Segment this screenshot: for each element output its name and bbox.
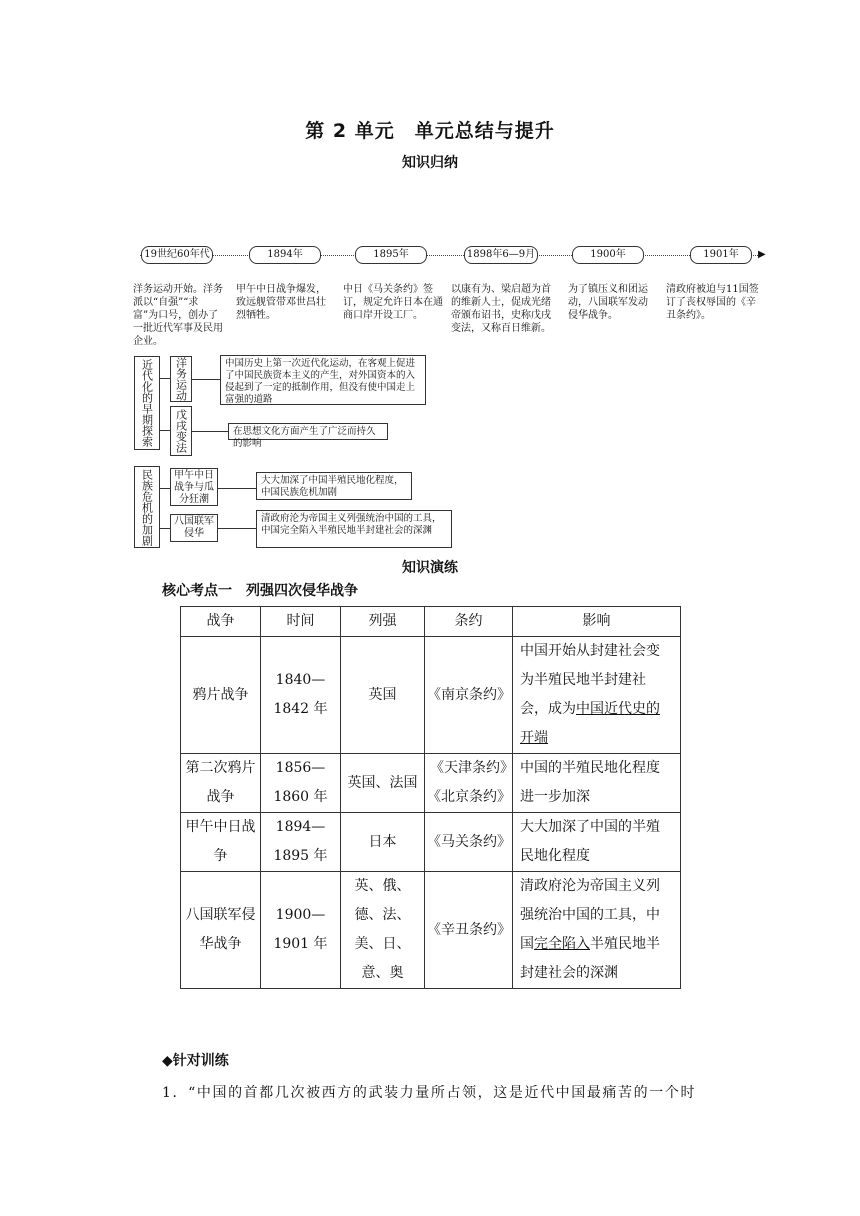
treaty-cell: 《辛丑条约》 [425, 872, 513, 989]
mindmap-branch-label: 八国联军侵华 [170, 514, 218, 542]
timeline-desc: 为了镇压义和团运动，八国联军发动侵华战争。 [568, 284, 648, 321]
table-header-cell: 条约 [425, 607, 513, 637]
treaty-cell: 《马关条约》 [425, 813, 513, 872]
connector [160, 430, 170, 431]
timeline-desc: 甲午中日战争爆发，致远舰管带邓世昌壮烈牺牲。 [236, 284, 326, 321]
time-cell: 1894—1895 年 [261, 813, 341, 872]
connector [192, 379, 220, 380]
table-header-cell: 影响 [513, 607, 681, 637]
connector [160, 528, 170, 529]
timeline-arrow-icon: ▶ [758, 249, 766, 260]
connector [160, 378, 170, 379]
timeline-desc: 以康有为、梁启超为首的维新人士，促成光绪帝颁布诏书，史称戊戌变法，又称百日维新。 [451, 284, 551, 334]
powers-cell: 日本 [341, 813, 425, 872]
war-cell: 第二次鸦片战争 [181, 754, 261, 813]
timeline-axis [140, 255, 760, 256]
section-heading-summary: 知识归纳 [402, 155, 458, 171]
core-topic-heading: 核心考点一 列强四次侵华战争 [162, 583, 358, 599]
powers-cell: 英、俄、德、法、美、日、意、奥 [341, 872, 425, 989]
powers-cell: 英国、法国 [341, 754, 425, 813]
time-cell: 1856—1860 年 [261, 754, 341, 813]
section-heading-practice: 知识演练 [402, 560, 458, 576]
timeline-year: 1898年6—9月 [464, 246, 538, 264]
impact-text: 清政府沦为帝国主义列强统治中国的工具，中国 [520, 878, 660, 952]
mindmap-branch-label: 戊戌变法 [170, 406, 192, 456]
time-cell: 1900—1901 年 [261, 872, 341, 989]
training-heading: ◆针对训练 [162, 1053, 229, 1069]
impact-cell: 中国的半殖民地化程度进一步加深 [513, 754, 681, 813]
table-row [181, 637, 681, 754]
powers-cell: 英国 [341, 637, 425, 754]
table-row [181, 813, 681, 872]
connector [218, 488, 256, 489]
timeline-desc: 清政府被迫与11国签订了丧权辱国的《辛丑条约》。 [666, 284, 759, 321]
mindmap-branch-label: 洋务运动 [170, 356, 192, 402]
impact-cell [513, 872, 681, 989]
mindmap-branch-label: 甲午中日战争与瓜分狂潮 [170, 468, 218, 506]
treaty-cell: 《天津条约》《北京条约》 [425, 754, 513, 813]
timeline-year: 1900年 [572, 246, 644, 264]
impact-cell [513, 637, 681, 754]
mindmap-branch-text: 中国历史上第一次近代化运动，在客观上促进了中国民族资本主义的产生，对外国资本的入侵起到了一定的抵制作用，但没有使中国走上富强的道路 [220, 355, 426, 405]
mindmap-branch-text: 在思想文化方面产生了广泛而持久的影响 [228, 423, 388, 440]
wars-table [180, 606, 681, 989]
timeline-year: 19世纪60年代 [141, 246, 213, 264]
time-cell: 1840—1842 年 [261, 637, 341, 754]
impact-text: 半殖民地半封建社会的深渊 [520, 936, 660, 981]
timeline-desc: 洋务运动开始。洋务派以“自强”“求富”为口号，创办了一批近代军事及民用企业。 [133, 284, 223, 347]
impact-underlined: 完全陷入 [534, 936, 590, 952]
table-header-cell: 时间 [261, 607, 341, 637]
mindmap-root: 近代化的早期探索 [134, 356, 160, 450]
timeline-year: 1894年 [249, 246, 321, 264]
connector [192, 431, 228, 432]
treaty-cell: 《南京条约》 [425, 637, 513, 754]
mindmap-root: 民族危机的加剧 [134, 466, 160, 548]
impact-underlined: 中国近代史的开端 [520, 701, 660, 746]
table-header-row [181, 607, 681, 637]
war-cell: 八国联军侵华战争 [181, 872, 261, 989]
mindmap-branch-text: 清政府沦为帝国主义列强统治中国的工具，中国完全陷入半殖民地半封建社会的深渊 [256, 510, 452, 548]
connector [160, 488, 170, 489]
page-title: 第 2 单元 单元总结与提升 [305, 120, 555, 142]
mindmap-branch-text: 大大加深了中国半殖民地化程度，中国民族危机加剧 [256, 472, 412, 500]
timeline-desc: 中日《马关条约》签订，规定允许日本在通商口岸开设工厂。 [343, 284, 443, 321]
impact-text: 中国开始从封建社会变为半殖民地半封建社会，成为 [520, 643, 660, 717]
table-header-cell: 战争 [181, 607, 261, 637]
connector [218, 528, 256, 529]
war-cell: 甲午中日战争 [181, 813, 261, 872]
table-row [181, 872, 681, 989]
question-1: 1．“中国的首都几次被西方的武装力量所占领，这是近代中国最痛苦的一个时 [162, 1085, 697, 1101]
war-cell: 鸦片战争 [181, 637, 261, 754]
timeline-year: 1895年 [355, 246, 427, 264]
table-header-cell: 列强 [341, 607, 425, 637]
table-row [181, 754, 681, 813]
timeline-year: 1901年 [690, 246, 752, 264]
impact-cell: 大大加深了中国的半殖民地化程度 [513, 813, 681, 872]
